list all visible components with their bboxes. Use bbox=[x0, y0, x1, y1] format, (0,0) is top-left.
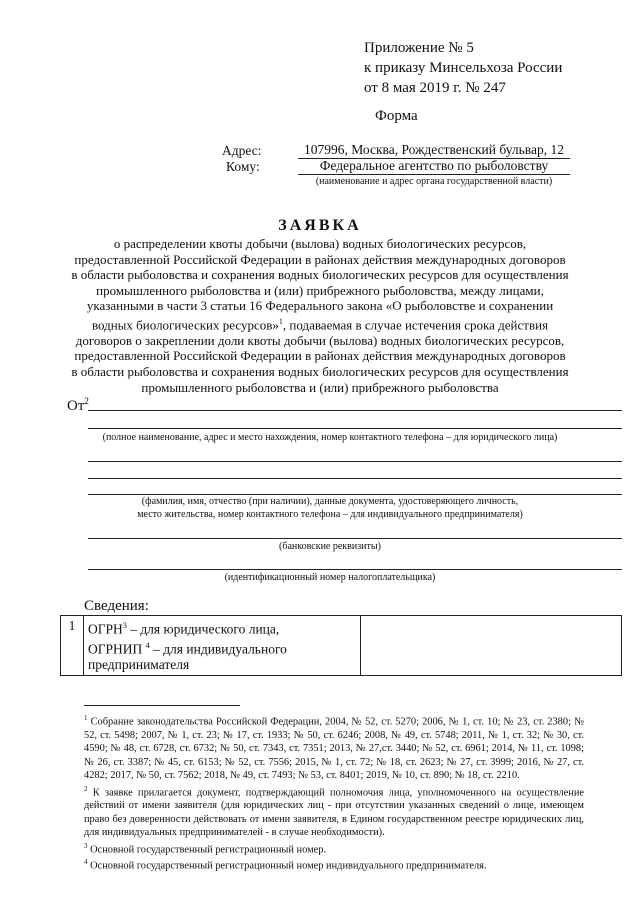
from-label bbox=[67, 396, 89, 415]
ogrnip-label: ОГРНИП bbox=[88, 641, 146, 656]
table-row bbox=[61, 616, 622, 676]
info-heading: Сведения: bbox=[84, 598, 149, 614]
document-title: ЗАЯВКА bbox=[278, 217, 362, 234]
to-label: Кому: bbox=[226, 159, 260, 174]
ogrn-label: ОГРН bbox=[88, 621, 123, 637]
footnote-mark-3: 3 bbox=[122, 621, 127, 630]
bank-caption: (банковские реквизиты) bbox=[279, 541, 381, 552]
footnote-4: $^4$ Основной государственный регистрационный номер индивидуального предпринимателя. bbox=[84, 858, 487, 872]
inn-caption: (идентификационный номер налогоплательщика) bbox=[224, 572, 436, 583]
ogrnip-text: – для индивидуального предпринимателя bbox=[88, 641, 287, 672]
appendix-line-3: от 8 мая 2019 г. № 247 bbox=[364, 80, 506, 96]
applicant-line-4 bbox=[88, 478, 622, 479]
applicant-line-3 bbox=[88, 461, 622, 462]
inn-line bbox=[88, 569, 622, 570]
legal-entity-caption: (полное наименование, адрес и место нахождения, номер контактного телефона – для юридического лица) bbox=[102, 432, 558, 443]
footnote-mark-1: 1 bbox=[278, 316, 283, 326]
subtitle-part-1: о распределении квоты добычи (вылова) водных биологических ресурсов, предоставленной Российской Федерации в районах действия международных договоров в области рыболовства и сохранения водных биологических ресурсов для осуществления промышленного рыболовства и (или) прибрежного рыболовства, между лицами, указанными в части 3 статьи 16 Федерального закона «О рыболовстве и сохранении водных биологических ресурсов» bbox=[71, 236, 569, 333]
row-number: 1 bbox=[61, 616, 84, 676]
footnote-2: $^2$ К заявке прилагается документ, подтверждающий полномочия лица, уполномоченного на осуществление действий от имени заявителя (для юридических лиц - при отсутствии указанных сведений о лице, имеющем право без доверенности действовать от имени заявителя, в Едином государственном реестре юридических лиц, для индивидуальных предпринимателей - в случае необходимости). bbox=[84, 784, 584, 839]
recipient-caption: (наименование и адрес органа государственной власти) bbox=[315, 176, 553, 187]
form-label: Форма bbox=[375, 108, 418, 124]
ogrn-text: – для юридического лица, bbox=[126, 621, 280, 637]
row-value-cell[interactable] bbox=[361, 616, 622, 676]
from-line-1 bbox=[88, 410, 622, 411]
footnote-separator bbox=[84, 705, 240, 706]
appendix-header bbox=[364, 38, 562, 98]
footnote-mark-4: 4 bbox=[145, 640, 150, 650]
applicant-line-5 bbox=[88, 494, 622, 495]
from-text: От bbox=[67, 398, 85, 414]
individual-caption-1: (фамилия, имя, отчество (при наличии), данные документа, удостоверяющего личность, bbox=[141, 496, 519, 507]
from-line-2 bbox=[88, 428, 622, 429]
footnotes bbox=[84, 712, 584, 873]
subtitle-part-2: , подаваемая в случае истечения срока действия договоров о закреплении доли квоты добычи (вылова) водных биологических ресурсов, предоставленной Российской Федерации в районах действия международных договоров в области рыболовства и сохранения водных биологических ресурсов для осуществления промышленного рыболовства и (или) прибрежного рыболовства bbox=[71, 317, 569, 395]
info-table bbox=[60, 615, 622, 676]
document-subtitle bbox=[70, 236, 570, 395]
footnote-mark-2: 2 bbox=[84, 396, 89, 406]
appendix-line-2: к приказу Минсельхоза России bbox=[364, 60, 563, 76]
appendix-line-1: Приложение № 5 bbox=[364, 40, 474, 56]
footnote-1: $^1$ Собрание законодательства Российской Федерации, 2004, № 52, ст. 5270; 2006, № 1, ст. 10; № 23, ст. 2380; № 52, ст. 5498; 2007, № 1, ст. 23; № 17, ст. 1933; № 50, ст. 6246; 2008, № 49, ст. 5748; 2011, № 1, ст. 32; № 30, ст. 4590; № 48, ст. 6728, ст. 6732; № 50, ст. 7343, ст. 7351; 2013, № 27,ст. 3440; № 52, ст. 6961; 2014, № 11, ст. 1098; № 26, ст. 3387; № 45, ст. 6153; № 52, ст. 7556; 2015, № 1, ст. 72; № 18, ст. 2623; № 27, ст. 3999; 2016, № 27, ст. 4282; 2017, № 50, ст. 7562; 2018, № 49, ст. 7493; № 53, ст. 8401; 2019, № 10, ст. 890; № 18, ст. 2210. bbox=[84, 714, 584, 782]
address-value: 107996, Москва, Рождественский бульвар, 12 bbox=[298, 142, 570, 159]
row-label bbox=[84, 616, 361, 676]
individual-caption-2: место жительства, номер контактного телефона – для индивидуального предпринимателя) bbox=[137, 509, 523, 520]
recipient-value: Федеральное агентство по рыболовству bbox=[298, 158, 570, 175]
address-label: Адрес: bbox=[222, 143, 262, 158]
bank-line bbox=[88, 538, 622, 539]
footnote-3: $^3$ Основной государственный регистрационный номер. bbox=[84, 841, 327, 856]
